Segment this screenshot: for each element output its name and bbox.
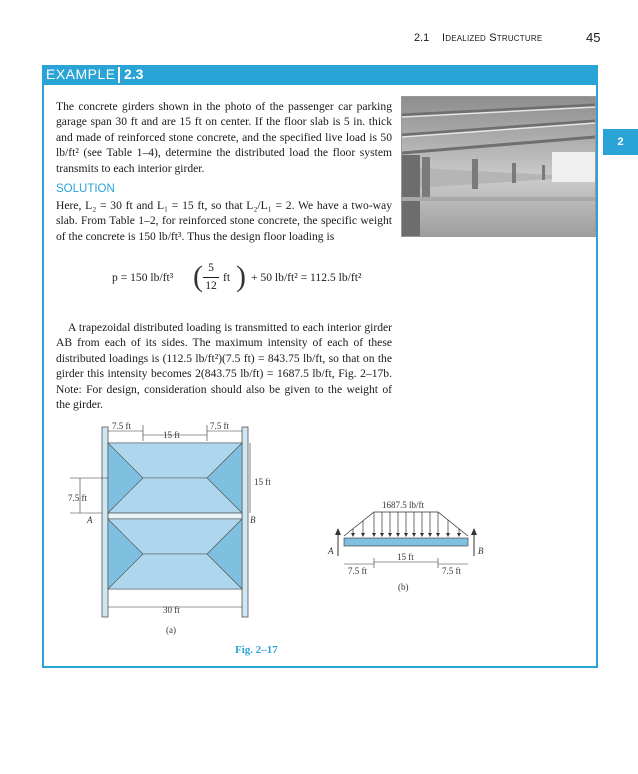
fig-a-dim-bottom: 30 ft	[163, 605, 180, 615]
equation-rhs: + 50 lb/ft² = 112.5 lb/ft²	[251, 271, 362, 284]
section-number: 2.1	[414, 32, 430, 44]
girder-beam	[344, 538, 468, 546]
equation-frac-den: 12	[205, 279, 217, 292]
fig-b-point-a: A	[328, 546, 334, 556]
fig-a-dim-right: 15 ft	[254, 477, 271, 487]
equation-frac-num: 5	[208, 261, 214, 274]
fig-b-load-label: 1687.5 lb/ft	[382, 500, 424, 510]
solution-text: Here, L₂ = 30 ft and L₁ = 15 ft, so that L₂/L₁ = 2. We have a two-way slab. From Table 1–2, for reinforced stone concrete, the specific weight of the concrete is 150 lb/ft³. Thus the design floor loading is	[56, 199, 392, 243]
fig-a-dim-left: 7.5 ft	[68, 493, 87, 503]
example-divider	[118, 67, 120, 83]
figure-caption: Fig. 2–17	[235, 644, 278, 656]
fig-b-point-b: B	[478, 546, 484, 556]
fig-b-dim-left: 7.5 ft	[348, 566, 367, 576]
fig-b-label: (b)	[398, 582, 409, 592]
equation-frac-bar	[203, 277, 219, 278]
chapter-tab: 2	[603, 129, 638, 155]
equation-frac-unit: ft	[223, 271, 231, 284]
floor-loading-equation	[112, 261, 412, 301]
followup-paragraph: A trapezoidal distributed loading is transmitted to each interior girder AB from each of its sides. The maximum intensity of each of these distributed loadings is (112.5 lb/ft²)(7.5 ft) = 843.75 lb/ft, so that on the girder this intensity becomes 2(843.75 lb/ft) = 1687.5 lb/ft, Fig. 2–17b. Note: For design, consideration should also be given to the weight of the girder.	[56, 321, 392, 412]
fig-a-point-b: B	[250, 515, 256, 525]
solution-heading: SOLUTION	[56, 183, 115, 195]
fig-a-dim-top-right: 7.5 ft	[210, 421, 229, 431]
fig-a-dim-top-left: 7.5 ft	[112, 421, 131, 431]
equation-paren-right: )	[236, 260, 246, 293]
fig-a-dim-top-mid: 15 ft	[163, 430, 180, 440]
example-label: EXAMPLE	[46, 66, 116, 82]
girder-ab	[108, 513, 242, 519]
girder-left	[102, 427, 108, 617]
girder-right	[242, 427, 248, 617]
fig-b-dim-right: 7.5 ft	[442, 566, 461, 576]
figure-a-slab-plan	[60, 415, 290, 645]
fig-b-dim-mid: 15 ft	[397, 552, 414, 562]
equation-lhs: p = 150 lb/ft³	[112, 271, 174, 284]
equation-paren-left: (	[193, 260, 203, 293]
problem-statement: The concrete girders shown in the photo of the passenger car parking garage span 30 ft and are 15 ft on center. If the floor slab is 5 in. thick and made of reinforced stone concrete, and the specified live load is 50 lb/ft² (see Table 1–4), determine the distributed load the floor system transmits to each interior girder.	[56, 100, 392, 175]
parking-garage-photo	[401, 96, 596, 237]
section-title: Idealized Structure	[442, 32, 543, 44]
fig-a-label: (a)	[166, 625, 176, 635]
page-number: 45	[586, 30, 601, 45]
fig-a-point-a: A	[87, 515, 93, 525]
example-number: 2.3	[124, 66, 144, 82]
figure-b-girder-loading	[320, 498, 490, 598]
